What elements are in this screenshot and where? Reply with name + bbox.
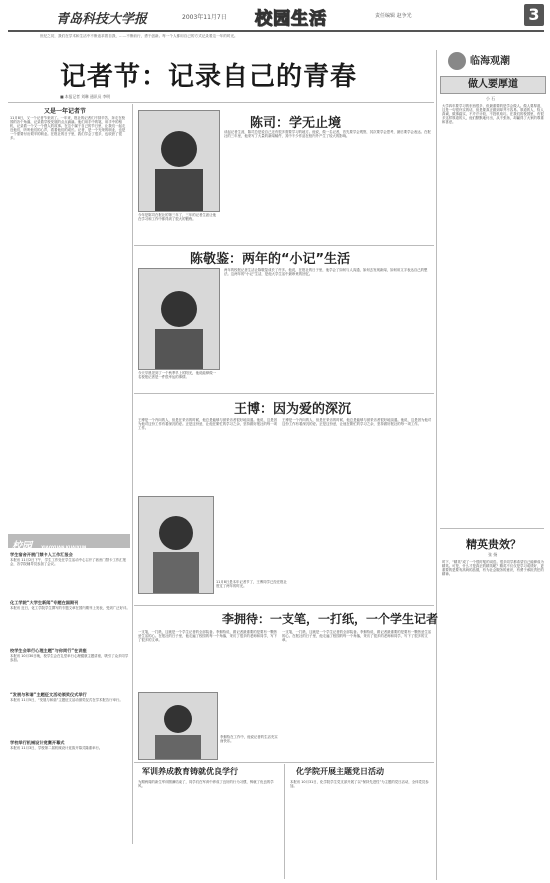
- column-divider: [284, 764, 285, 879]
- wave-logo-icon: [448, 52, 466, 70]
- header-rule: [8, 30, 544, 32]
- profile-caption-1: 今年是陈司在报社的第三年了，三年的记者生涯让他在学习和工作中都得到了很大的锻炼。: [138, 213, 216, 222]
- left-article-body: 11月8日，又一个记者节来到了。一年来，报社的记者们不辞辛苦，奔走在校园的各个角落，记录着学校发展的点点滴滴。他们用手中的笔，用手中的相机，记录着一个又一个感人的故事。在这个属于自己的节日里，让我们一起走近他们，听听他们的心声，看看他们的成长。记者，是一个光荣的职业，也是一个需要付出艰辛的职业。在报社的日子里，我们学会了很多，也收获了很多。: [10, 116, 126, 141]
- title-divider: [8, 102, 434, 103]
- profile-photo-1: [138, 110, 220, 212]
- portrait-icon: [139, 269, 219, 369]
- newspaper-brand: 青岛科技大学报: [56, 12, 148, 27]
- profile-title-3: 王博：因为爱的深沉: [234, 402, 352, 417]
- column-divider: [132, 104, 133, 844]
- campus-item-title: 学生宿舍开展门禁卡人工作汇报会: [10, 552, 73, 557]
- section-divider: [134, 762, 434, 763]
- profile-body-2: 两年的校报记者生活让陈敬鉴成长了许多。他说，在报社的日子里，他学会了如何与人沟通，如何去发现新闻，如何用文字表达自己的想法。这两年的“小记”生活，是他大学生活中最珍贵的回忆。: [224, 268, 428, 277]
- column-divider: [436, 50, 437, 880]
- profile-title-2: 陈敬鉴：两年的“小记”生活: [190, 252, 351, 267]
- page-title: 记者节：记录自己的青春: [60, 62, 358, 92]
- campus-item-body: 本报讯 11月3日，学校第二届机械设计竞赛开幕式隆重举行。: [10, 746, 103, 750]
- bottom-article-title-1: 军训养成教育铸就优良学行: [142, 767, 238, 776]
- profile-caption-3: 11月8日是本年记者节了，王博同学已经在报社度过了两年的时光。: [216, 580, 287, 589]
- campus-item-title: 学校举行机械设计竞赛开幕式: [10, 740, 65, 745]
- portrait-icon: [139, 111, 219, 211]
- campus-news-subtitle: XIAOYUAN KUAIXUN: [41, 545, 87, 550]
- profile-body-4: 一支笔，一打纸，这就是一个学生记者的全部装备。李拥待说，做记者最重要的是要有一颗热爱生活的心。在报社的日子里，他走遍了校园的每一个角落，采访了很多的老师和同学，写下了很多的文章。: [138, 630, 278, 643]
- campus-news-header: [8, 534, 130, 552]
- column-logo: 临海观潮: [470, 56, 510, 67]
- profile-body-3b: 王博是一个内向的人，但是在采访的时候，他总是能够与被采访者很好地沟通。他说，这是因为他对这份工作有着深沉的爱。正是这份爱，让他在繁忙的学习之余，坚持做好报社的每一项工作。: [282, 418, 432, 427]
- bottom-article-body-2: 本报讯 10月31日，化学院学生党支部开展了以“保持先进性”为主题的党日活动，全体党员参加。: [290, 780, 429, 789]
- right-headline-1: 做人要厚道: [468, 79, 518, 90]
- campus-item-title: 化工学院“大学生新闻”专题在国期刊: [10, 600, 79, 605]
- bottom-article-title-2: 化学院开展主题党日活动: [296, 767, 384, 776]
- editor-info: 责任编辑 赵争光: [375, 13, 412, 19]
- left-article-title: 又是一年记者节: [44, 108, 87, 115]
- right-author-2: 张 扬: [488, 552, 498, 557]
- portrait-icon: [139, 693, 217, 759]
- campus-item-title: 校学生会举行心理主题“与你同行”在讲座: [10, 648, 87, 653]
- section-title: 校园生活: [255, 9, 327, 29]
- profile-photo-4: [138, 692, 218, 760]
- bottom-article-body-1: 为期两周的新生军训圆满结束了，同学们在军训中养成了良好的行为习惯，铸就了优良的学风。: [138, 780, 274, 789]
- section-divider: [440, 528, 544, 529]
- campus-item-title: “发展与和谐”主题征文活动颁奖仪式举行: [10, 692, 87, 697]
- profile-body-3: 王博是一个内向的人，但是在采访的时候，他总是能够与被采访者很好地沟通。他说，这是因为他对这份工作有着深沉的爱。正是这份爱，让他在繁忙的学习之余，坚持做好报社的每一项工作。: [138, 418, 278, 431]
- campus-news-label: 校园: [12, 541, 32, 552]
- right-headline-2: 精英贵效？: [466, 538, 521, 551]
- right-body-1: 大学四年要学习的东西很多，但最重要的是学会做人。做人要厚道，这是一句很朴实的话，但是要真正做到却并不容易。厚道的人，待人真诚，做事踏实，不斤斤计较，不投机取巧。在我们的校园里，有很多这样厚道的人，他们默默地付出，从不张扬，却赢得了大家的尊重和喜爱。: [442, 104, 544, 125]
- profile-photo-2: [138, 268, 220, 370]
- column-headline-box: [440, 76, 546, 94]
- campus-item-body: 本报讯 11月2日下午，学生工作处在学生活动中心召开了宿舍门禁卡工作汇报会，各学院辅导员参加了会议。: [10, 558, 127, 567]
- profile-body-1: 谈起记者生涯，陈司总是说自己还有很多需要学习的地方。他说，做一名记者，首先要学会观察，其次要学会思考，最后要学会表达。在报社的三年里，他采写了大量的新闻稿件，其中不少作品在校内外产生了较大的影响。: [224, 130, 431, 139]
- section-divider: [134, 605, 434, 606]
- campus-item-body: 本报讯 11月5日，“发展与和谐”主题征文活动颁奖仪式在学术报告厅举行。: [10, 698, 123, 702]
- section-divider: [134, 393, 434, 394]
- byline: ■ 本报记者 刘琳 通讯员 李明: [60, 94, 111, 99]
- campus-item-body: 本报讯 10月30日晚，校学生会在礼堂举行心理健康主题讲座，吸引了众多同学参加。: [10, 654, 129, 663]
- profile-body-4b: 一支笔，一打纸，这就是一个学生记者的全部装备。李拥待说，做记者最重要的是要有一颗热爱生活的心。在报社的日子里，他走遍了校园的每一个角落，采访了很多的老师和同学，写下了很多的文章。: [282, 630, 432, 643]
- profile-caption-4: 李拥待在工作中，他说记者的生活充实而快乐。: [220, 735, 278, 744]
- profile-caption-2: 今天早晨见到了一个秋季早上的阳光，他说能够做一名校报记者是一件很幸运的事情。: [138, 371, 216, 380]
- profile-title-1: 陈司：学无止境: [250, 116, 342, 131]
- intro-text: 世纪之初，我们在学术和生活中不断追求着自我，……不断前行，勇于创新。每一个人都用自己的方式记录着这一年的时光。: [40, 34, 238, 38]
- profile-photo-3: [138, 496, 214, 594]
- section-divider: [134, 245, 434, 246]
- right-author-1: 小 石: [486, 96, 496, 101]
- issue-date: 2003年11月7日: [182, 14, 227, 21]
- page-number: 3: [524, 4, 544, 26]
- campus-item-body: 本报讯 近日，化工学院学生撰写的专题文章在国内期刊上发表，受到广泛好评。: [10, 606, 130, 610]
- portrait-icon: [139, 497, 213, 593]
- right-body-2: 时下，“精英”成了一个很时髦的词语。很多同学都希望自己能够成为精英。可是，什么才是真正的精英呢？精英不仅仅是学习成绩好，更重要的是要有高尚的品德，有为社会服务的意识，有勇于承担责任的精神。: [442, 560, 544, 577]
- profile-title-4: 李拥待：一支笔，一打纸，一个学生记者: [222, 612, 439, 626]
